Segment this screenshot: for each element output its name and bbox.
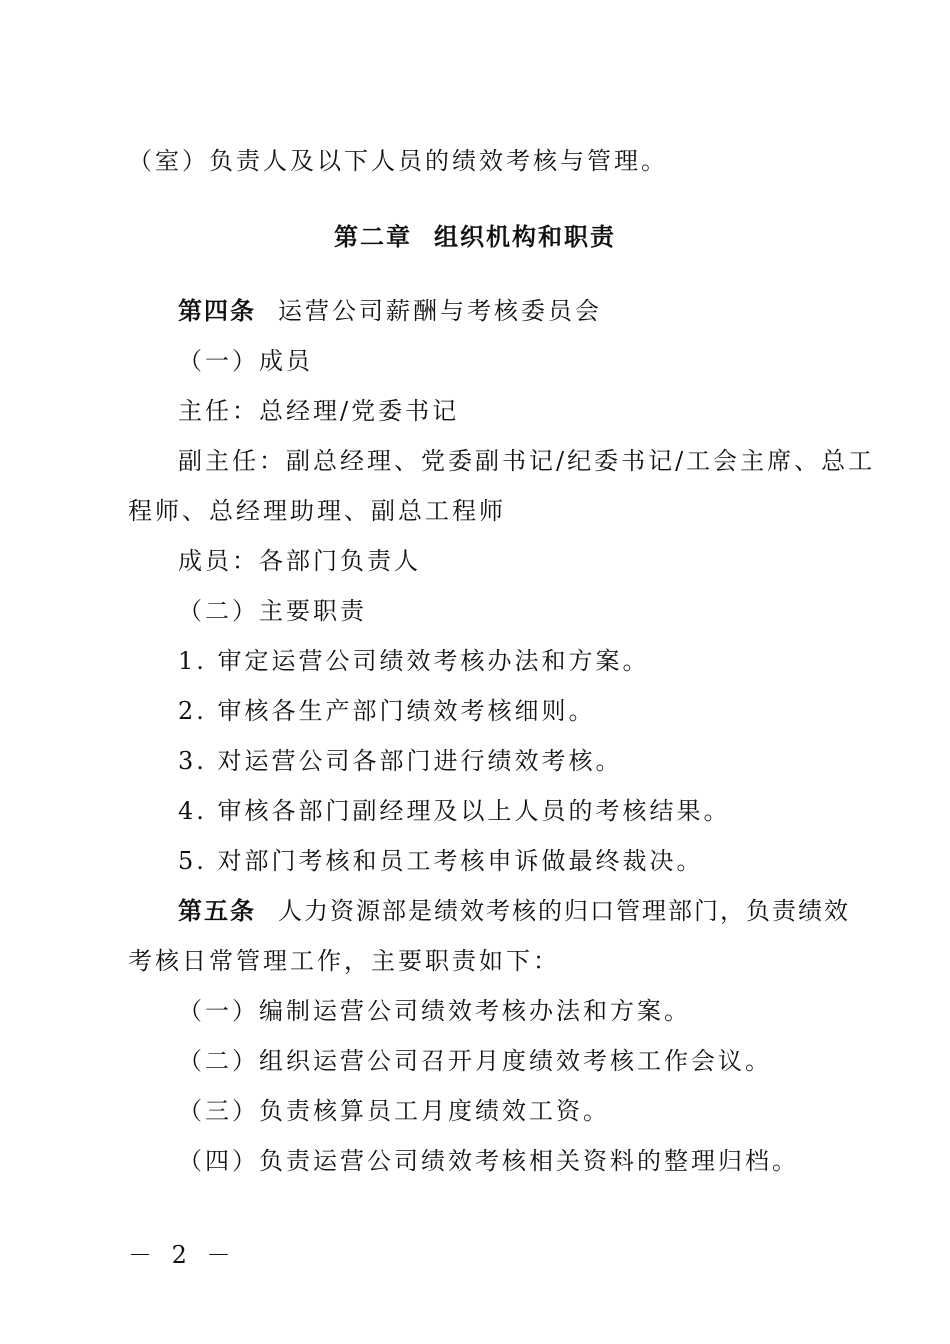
duty-item: 3. 对运营公司各部门进行绩效考核。 <box>178 747 623 775</box>
duty-item: 1. 审定运营公司绩效考核办法和方案。 <box>178 647 650 675</box>
article-5 <box>178 896 850 926</box>
page-number: － 2 － <box>128 1241 237 1269</box>
article-4-label: 第四条 <box>178 297 256 325</box>
article-5-label: 第五条 <box>178 897 256 925</box>
hr-duty-item: （四）负责运营公司绩效考核相关资料的整理归档。 <box>178 1147 799 1175</box>
chapter-heading <box>0 222 950 252</box>
duty-item: 4. 审核各部门副经理及以上人员的考核结果。 <box>178 797 731 825</box>
chair-line: 主任：总经理/党委书记 <box>178 397 460 425</box>
chapter-number: 第二章 <box>334 223 412 251</box>
hr-duty-item: （三）负责核算员工月度绩效工资。 <box>178 1097 610 1125</box>
members-line: 成员：各部门负责人 <box>178 547 421 575</box>
paragraph-line: （室）负责人及以下人员的绩效考核与管理。 <box>128 147 668 175</box>
article-4-text: 运营公司薪酬与考核委员会 <box>278 297 602 325</box>
vice-chair-line-cont: 程师、总经理助理、副总工程师 <box>128 497 506 525</box>
duty-item: 2. 审核各生产部门绩效考核细则。 <box>178 697 596 725</box>
members-heading: （一）成员 <box>178 347 313 375</box>
vice-chair-line: 副主任：副总经理、党委副书记/纪委书记/工会主席、总工 <box>178 447 876 475</box>
hr-duty-item: （二）组织运营公司召开月度绩效考核工作会议。 <box>178 1047 772 1075</box>
article-4 <box>178 296 602 326</box>
duties-heading: （二）主要职责 <box>178 597 367 625</box>
duty-item: 5. 对部门考核和员工考核申诉做最终裁决。 <box>178 847 704 875</box>
hr-duty-item: （一）编制运营公司绩效考核办法和方案。 <box>178 997 691 1025</box>
chapter-title: 组织机构和职责 <box>434 223 616 251</box>
article-5-cont: 考核日常管理工作，主要职责如下： <box>128 947 560 975</box>
article-5-text: 人力资源部是绩效考核的归口管理部门，负责绩效 <box>278 897 850 925</box>
